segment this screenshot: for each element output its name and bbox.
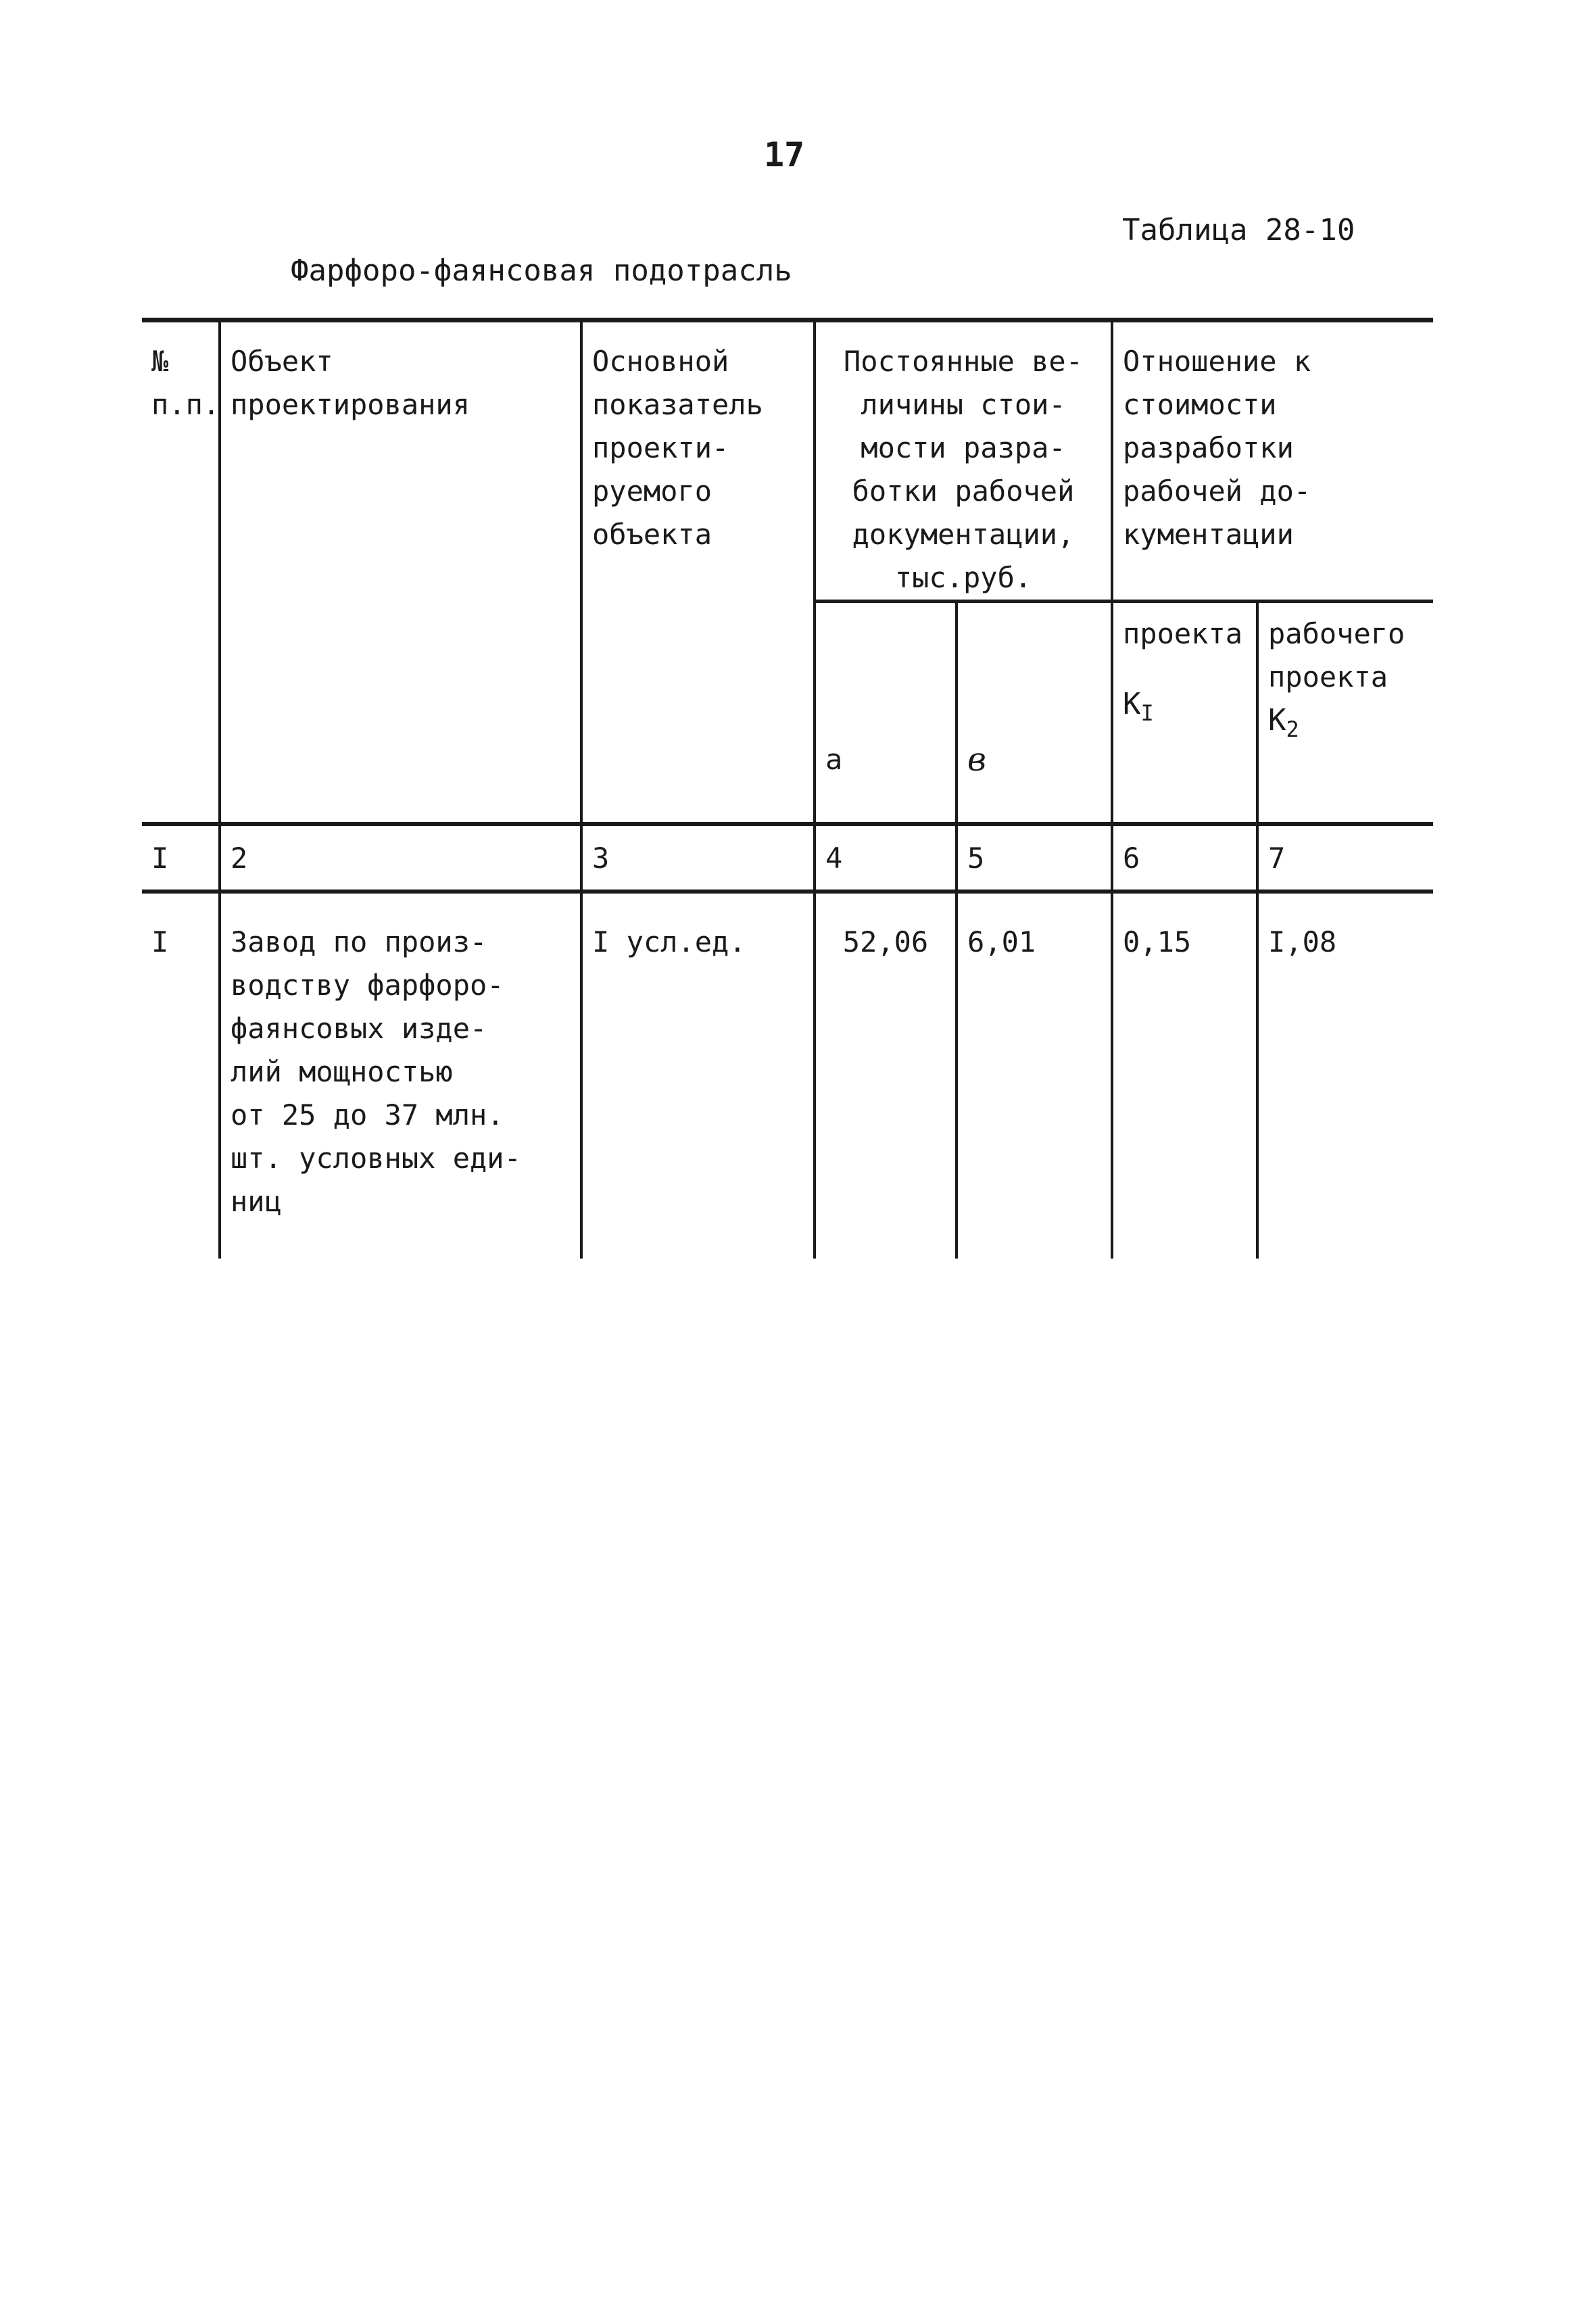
row-indicator: I усл.ед. (581, 892, 815, 1259)
column-number-row (142, 824, 1433, 892)
colnum-1: I (142, 824, 220, 892)
colnum-6: 6 (1112, 824, 1257, 892)
header-k1-symbol: $К_I$ (1123, 687, 1154, 726)
header-b: в (957, 602, 1112, 825)
colnum-3: 3 (581, 824, 815, 892)
header-k2-label: рабочего проекта (1268, 617, 1405, 693)
row-a: 52,06 (815, 892, 957, 1259)
colnum-5: 5 (957, 824, 1112, 892)
table-label: Таблица 28-10 (1122, 213, 1355, 247)
cost-table (142, 318, 1433, 1259)
row-b: 6,01 (957, 892, 1112, 1259)
header-k1-label: проекта (1123, 617, 1243, 650)
colnum-7: 7 (1257, 824, 1433, 892)
header-a: а (815, 602, 957, 825)
header-object: Объект проектирования (220, 320, 581, 825)
header-num: № п.п. (142, 320, 220, 825)
header-ratio: Отношение к стоимости разработки рабочей до- кументации (1112, 320, 1433, 602)
row-object: Завод по произ- водству фарфоро- фаянсовых изде- лий мощностью от 25 до 37 млн. шт. условных еди- ниц (220, 892, 581, 1259)
page-number: 17 (764, 135, 805, 174)
subsection-title: Фарфоро-фаянсовая подотрасль (291, 253, 792, 288)
header-constants: Постоянные ве- личины стои- мости разра- ботки рабочей документации, тыс.руб. (815, 320, 1112, 602)
table-row (142, 892, 1433, 1259)
row-k1: 0,15 (1112, 892, 1257, 1259)
colnum-2: 2 (220, 824, 581, 892)
header-k2-symbol: $К_2$ (1268, 703, 1299, 742)
header-k2 (1257, 602, 1433, 825)
row-num: I (142, 892, 220, 1259)
row-k2: I,08 (1257, 892, 1433, 1259)
header-indicator: Основной показатель проекти- руемого объекта (581, 320, 815, 825)
header-k1 (1112, 602, 1257, 825)
header-row (142, 320, 1433, 602)
colnum-4: 4 (815, 824, 957, 892)
